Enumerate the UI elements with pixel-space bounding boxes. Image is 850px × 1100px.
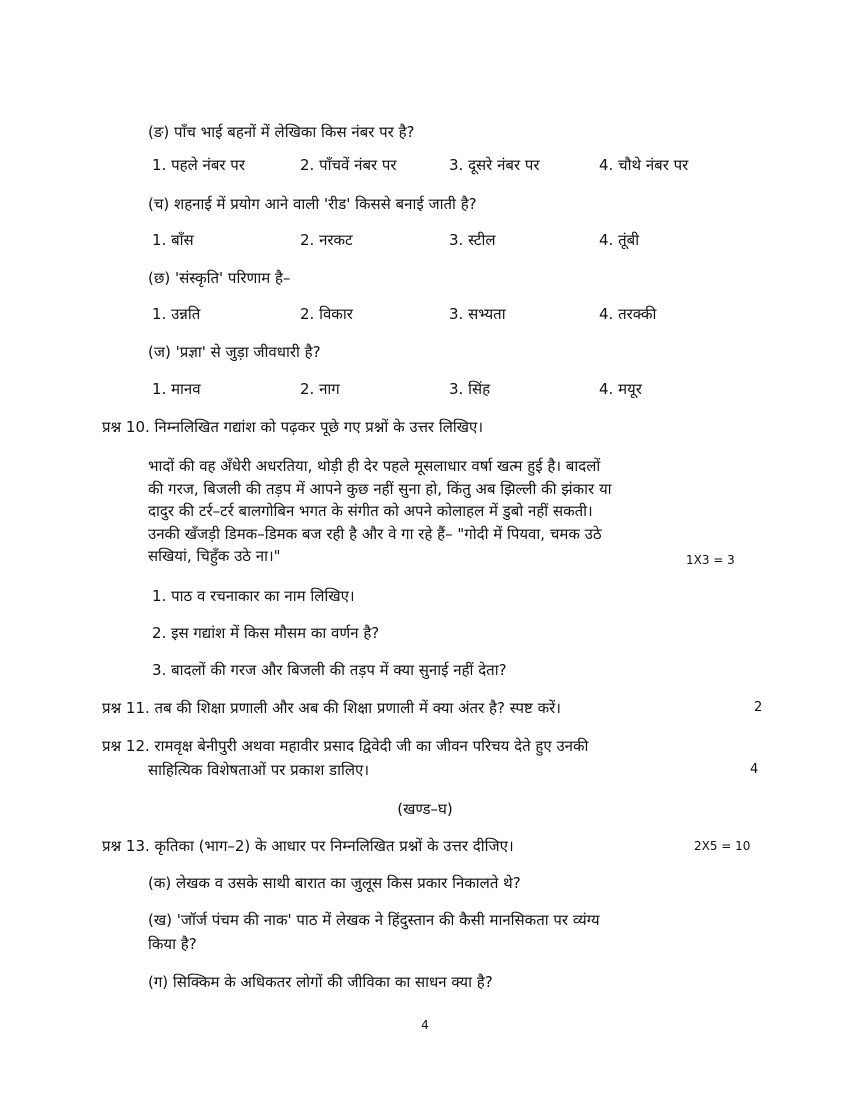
- marks-q13: 2X5 = 10: [694, 839, 751, 853]
- sub-question: 2. इस गद्यांश में किस मौसम का वर्णन है?: [152, 624, 380, 642]
- question-9e: (ङ) पाँच भाई बहनों में लेखिका किस नंबर पर है?: [148, 123, 415, 141]
- question-13-heading: प्रश्न 13. कृतिका (भाग–2) के आधार पर निम्नलिखित प्रश्नों के उत्तर दीजिए।: [102, 837, 514, 855]
- question-13-ga: (ग) सिक्किम के अधिकतर लोगों की जीविका का साधन क्या है?: [148, 973, 493, 991]
- option: 4. चौथे नंबर पर: [599, 156, 689, 174]
- sub-question: 1. पाठ व रचनाकार का नाम लिखिए।: [152, 587, 355, 605]
- passage-line: सखियां, चिहुँक उठे ना।": [148, 547, 281, 565]
- question-10-heading: प्रश्न 10. निम्नलिखित गद्यांश को पढ़कर पूछे गए प्रश्नों के उत्तर लिखिए।: [102, 418, 484, 436]
- question-12-cont: साहित्यिक विशेषताओं पर प्रकाश डालिए।: [148, 761, 370, 779]
- question-13-kha-cont: किया है?: [148, 935, 197, 953]
- passage-line: दादुर की टर्र–टर्र बालगोबिन भगत के संगीत को अपने कोलाहल में डुबो नहीं सकती।: [148, 502, 593, 520]
- option: 4. तरक्की: [599, 305, 657, 323]
- option: 2. नाग: [300, 380, 340, 398]
- passage-line: भादों की वह अँधेरी अधरतिया, थोड़ी ही देर पहले मूसलाधार वर्षा खत्म हुई है। बादलों: [148, 457, 601, 475]
- option: 3. सिंह: [449, 380, 491, 398]
- question-13-kha: (ख) 'जॉर्ज पंचम की नाक' पाठ में लेखक ने हिंदुस्तान की कैसी मानसिकता पर व्यंग्य: [148, 911, 600, 929]
- option: 2. विकार: [300, 305, 353, 323]
- marks-q11: 2: [754, 700, 763, 715]
- marks-q12: 4: [750, 762, 759, 777]
- option: 2. पाँचवें नंबर पर: [300, 156, 397, 174]
- passage-line: उनकी खँजड़ी डिमक–डिमक बज रही है और वे गा रहे हैं– "गोदी में पियवा, चमक उठे: [148, 524, 602, 543]
- option: 4. तूंबी: [599, 231, 640, 249]
- marks-q10: 1X3 = 3: [686, 553, 735, 567]
- sub-question: 3. बादलों की गरज और बिजली की तड़प में क्या सुनाई नहीं देता?: [152, 661, 507, 679]
- question-13-ka: (क) लेखक व उसके साथी बारात का जुलूस किस प्रकार निकालते थे?: [148, 874, 521, 892]
- option: 1. बाँस: [152, 231, 194, 249]
- section-heading: (खण्ड–घ): [397, 800, 453, 818]
- option: 2. नरकट: [300, 231, 353, 249]
- option: 1. पहले नंबर पर: [152, 156, 245, 174]
- question-12: प्रश्न 12. रामवृक्ष बेनीपुरी अथवा महावीर प्रसाद द्विवेदी जी का जीवन परिचय देते हुए उनकी: [102, 737, 589, 755]
- question-11: प्रश्न 11. तब की शिक्षा प्रणाली और अब की शिक्षा प्रणाली में क्या अंतर है? स्पष्ट करें।: [102, 699, 561, 717]
- question-9chh: (छ) 'संस्कृति' परिणाम है–: [148, 269, 291, 287]
- question-9j: (ज) 'प्रज्ञा' से जुड़ा जीवधारी है?: [148, 343, 321, 361]
- option: 1. मानव: [152, 380, 201, 398]
- passage-line: की गरज, बिजली की तड़प में आपने कुछ नहीं सुना हो, किंतु अब झिल्ली की झंकार या: [148, 479, 612, 498]
- option: 1. उन्नति: [152, 305, 201, 323]
- option: 3. दूसरे नंबर पर: [449, 156, 540, 174]
- option: 3. स्टील: [449, 231, 496, 249]
- passage: [148, 455, 750, 568]
- option: 3. सभ्यता: [449, 305, 506, 323]
- option: 4. मयूर: [599, 380, 642, 398]
- question-9ch: (च) शहनाई में प्रयोग आने वाली 'रीड' किससे बनाई जाती है?: [148, 195, 477, 213]
- page-number: 4: [421, 1018, 429, 1032]
